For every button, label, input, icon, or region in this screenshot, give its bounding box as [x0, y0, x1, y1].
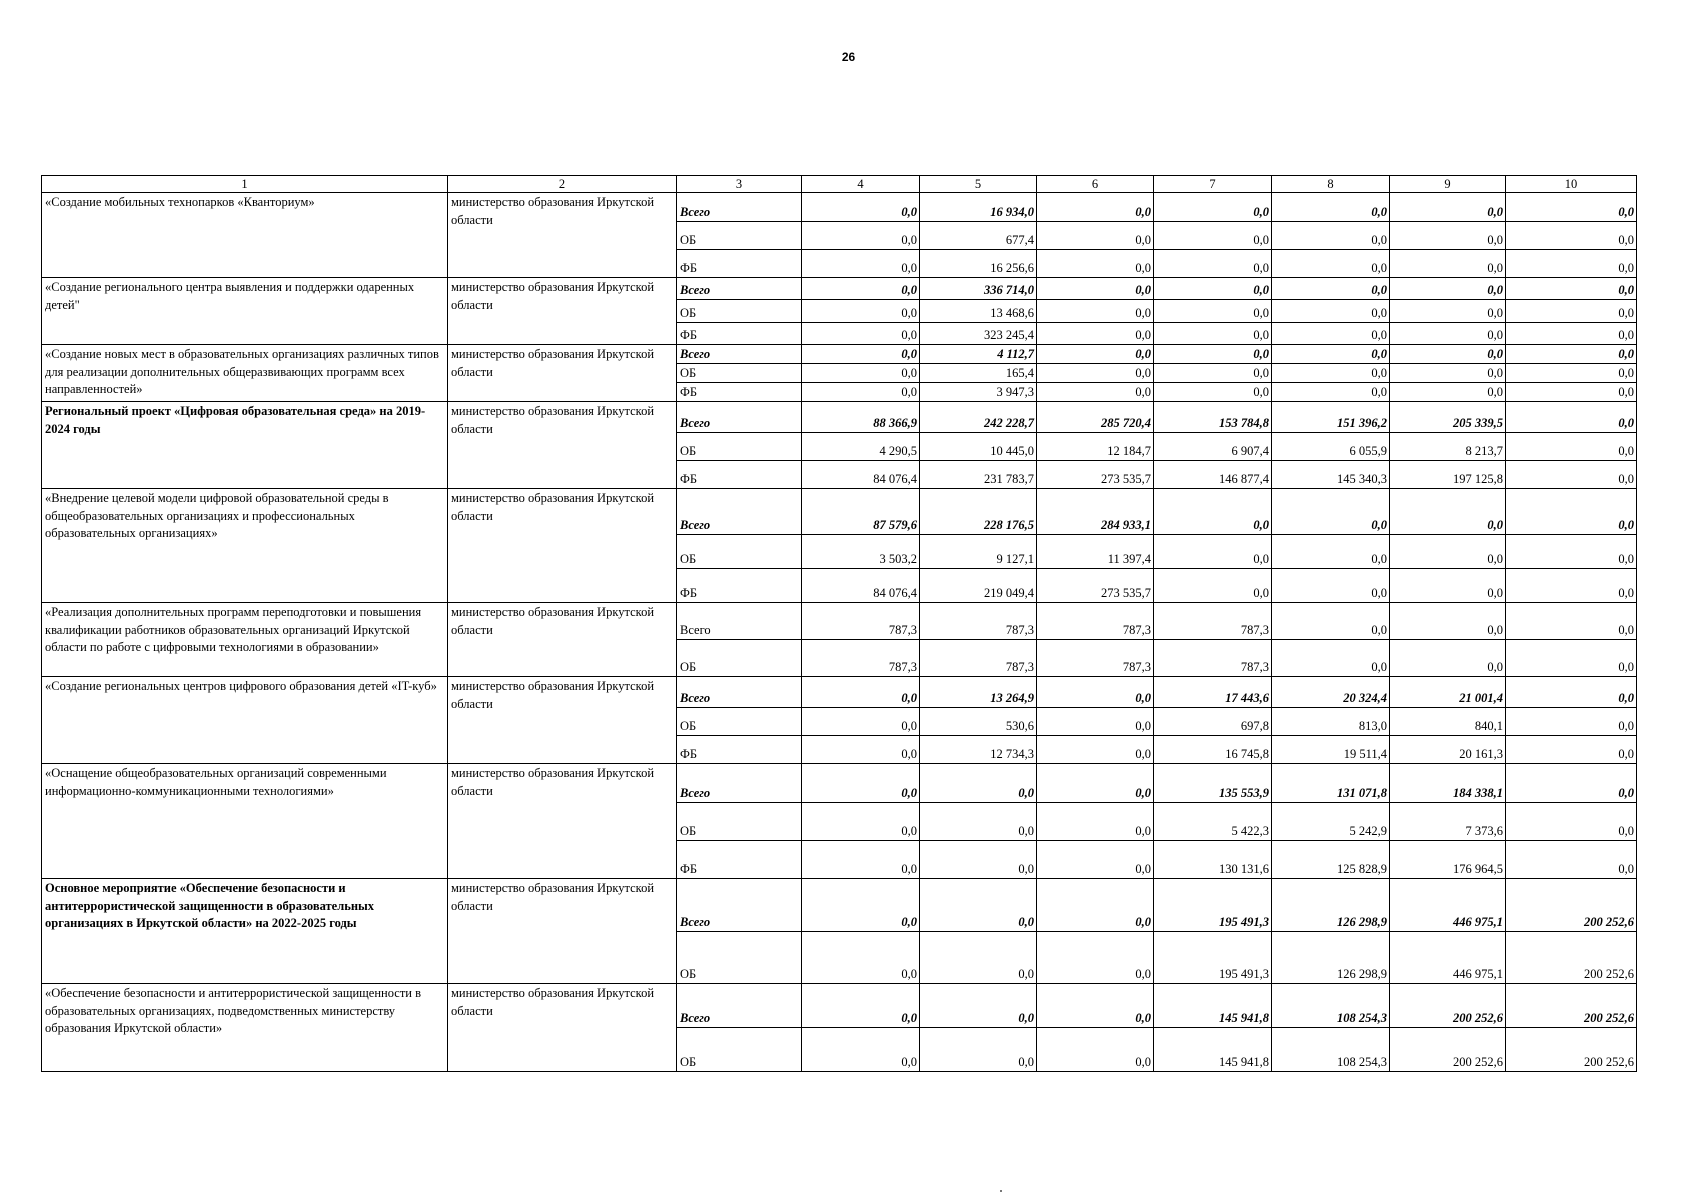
funding-source-cell: ФБ — [677, 250, 802, 278]
amount-cell: 6 907,4 — [1154, 433, 1272, 461]
funding-source-cell: Всего — [677, 193, 802, 222]
amount-cell: 0,0 — [1272, 300, 1390, 323]
amount-cell: 0,0 — [1506, 841, 1637, 879]
amount-cell: 840,1 — [1390, 708, 1506, 736]
amount-cell: 0,0 — [802, 932, 920, 984]
amount-cell: 0,0 — [1272, 535, 1390, 569]
amount-cell: 697,8 — [1154, 708, 1272, 736]
amount-cell: 0,0 — [920, 879, 1037, 932]
activity-name-cell: «Обеспечение безопасности и антитеррористической защищенности в образовательных организациях, подведомственных министерству образования Иркутской области» — [42, 984, 448, 1072]
amount-cell: 126 298,9 — [1272, 932, 1390, 984]
column-number-8: 8 — [1272, 176, 1390, 193]
amount-cell: 0,0 — [1390, 364, 1506, 383]
amount-cell: 0,0 — [1154, 250, 1272, 278]
amount-cell: 0,0 — [1506, 461, 1637, 489]
amount-cell: 20 324,4 — [1272, 677, 1390, 708]
table-row — [42, 278, 1637, 300]
amount-cell: 0,0 — [802, 193, 920, 222]
amount-cell: 0,0 — [802, 345, 920, 364]
amount-cell: 0,0 — [1506, 803, 1637, 841]
activity-name-cell: «Реализация дополнительных программ переподготовки и повышения квалификации работников образовательных организаций Иркутской области по работе с цифровыми технологиями в образовании» — [42, 603, 448, 677]
column-number-5: 5 — [920, 176, 1037, 193]
amount-cell: 0,0 — [1390, 222, 1506, 250]
funding-source-cell: ФБ — [677, 323, 802, 345]
funding-source-cell: ФБ — [677, 461, 802, 489]
amount-cell: 787,3 — [920, 640, 1037, 677]
amount-cell: 0,0 — [920, 984, 1037, 1028]
funding-source-cell: ОБ — [677, 300, 802, 323]
amount-cell: 130 131,6 — [1154, 841, 1272, 879]
amount-cell: 205 339,5 — [1390, 402, 1506, 433]
amount-cell: 200 252,6 — [1506, 932, 1637, 984]
amount-cell: 0,0 — [1154, 364, 1272, 383]
amount-cell: 0,0 — [1506, 677, 1637, 708]
funding-source-cell: Всего — [677, 984, 802, 1028]
funding-source-cell: ОБ — [677, 932, 802, 984]
amount-cell: 0,0 — [1506, 323, 1637, 345]
amount-cell: 84 076,4 — [802, 569, 920, 603]
activity-name-cell: «Создание регионального центра выявления и поддержки одаренных детей" — [42, 278, 448, 345]
funding-source-cell: Всего — [677, 879, 802, 932]
column-number-2: 2 — [448, 176, 677, 193]
funding-source-cell: Всего — [677, 278, 802, 300]
amount-cell: 200 252,6 — [1506, 984, 1637, 1028]
amount-cell: 0,0 — [1154, 193, 1272, 222]
column-number-3: 3 — [677, 176, 802, 193]
amount-cell: 0,0 — [1154, 278, 1272, 300]
amount-cell: 0,0 — [1154, 222, 1272, 250]
amount-cell: 0,0 — [1272, 222, 1390, 250]
amount-cell: 165,4 — [920, 364, 1037, 383]
funding-source-cell: ОБ — [677, 535, 802, 569]
funding-source-cell: Всего — [677, 402, 802, 433]
amount-cell: 0,0 — [1037, 708, 1154, 736]
amount-cell: 273 535,7 — [1037, 461, 1154, 489]
amount-cell: 0,0 — [1272, 603, 1390, 640]
amount-cell: 145 941,8 — [1154, 1028, 1272, 1072]
amount-cell: 0,0 — [1154, 489, 1272, 535]
amount-cell: 12 734,3 — [920, 736, 1037, 764]
amount-cell: 0,0 — [1506, 300, 1637, 323]
amount-cell: 3 503,2 — [802, 535, 920, 569]
amount-cell: 13 264,9 — [920, 677, 1037, 708]
amount-cell: 0,0 — [1272, 250, 1390, 278]
amount-cell: 0,0 — [1154, 383, 1272, 402]
amount-cell: 0,0 — [1037, 841, 1154, 879]
amount-cell: 0,0 — [1037, 345, 1154, 364]
amount-cell: 0,0 — [1272, 569, 1390, 603]
responsible-executor-cell: министерство образования Иркутской области — [448, 879, 677, 984]
activity-name-cell: «Создание региональных центров цифрового образования детей «IT-куб» — [42, 677, 448, 764]
amount-cell: 0,0 — [1037, 364, 1154, 383]
amount-cell: 0,0 — [802, 278, 920, 300]
amount-cell: 0,0 — [802, 736, 920, 764]
amount-cell: 0,0 — [1506, 764, 1637, 803]
amount-cell: 0,0 — [1154, 323, 1272, 345]
amount-cell: 200 252,6 — [1506, 1028, 1637, 1072]
amount-cell: 0,0 — [1037, 879, 1154, 932]
amount-cell: 200 252,6 — [1390, 1028, 1506, 1072]
amount-cell: 0,0 — [1390, 383, 1506, 402]
amount-cell: 0,0 — [1037, 383, 1154, 402]
funding-source-cell: ФБ — [677, 841, 802, 879]
amount-cell: 9 127,1 — [920, 535, 1037, 569]
table-row — [42, 879, 1637, 932]
amount-cell: 0,0 — [1272, 383, 1390, 402]
amount-cell: 0,0 — [1037, 932, 1154, 984]
funding-source-cell: ФБ — [677, 736, 802, 764]
funding-source-cell: ОБ — [677, 433, 802, 461]
amount-cell: 787,3 — [802, 603, 920, 640]
activity-name-cell: «Оснащение общеобразовательных организаций современными информационно-коммуникационными технологиями» — [42, 764, 448, 879]
amount-cell: 0,0 — [920, 932, 1037, 984]
amount-cell: 677,4 — [920, 222, 1037, 250]
funding-source-cell: ФБ — [677, 383, 802, 402]
amount-cell: 0,0 — [1390, 603, 1506, 640]
amount-cell: 0,0 — [1272, 489, 1390, 535]
amount-cell: 787,3 — [1037, 603, 1154, 640]
amount-cell: 0,0 — [1037, 278, 1154, 300]
amount-cell: 0,0 — [1272, 193, 1390, 222]
amount-cell: 0,0 — [1390, 300, 1506, 323]
amount-cell: 5 422,3 — [1154, 803, 1272, 841]
page-number: 26 — [841, 50, 856, 64]
amount-cell: 0,0 — [802, 708, 920, 736]
amount-cell: 0,0 — [1154, 535, 1272, 569]
amount-cell: 19 511,4 — [1272, 736, 1390, 764]
amount-cell: 0,0 — [1272, 323, 1390, 345]
amount-cell: 0,0 — [920, 764, 1037, 803]
amount-cell: 273 535,7 — [1037, 569, 1154, 603]
responsible-executor-cell: министерство образования Иркутской области — [448, 677, 677, 764]
responsible-executor-cell: министерство образования Иркутской области — [448, 278, 677, 345]
amount-cell: 108 254,3 — [1272, 1028, 1390, 1072]
amount-cell: 0,0 — [1506, 433, 1637, 461]
amount-cell: 0,0 — [1506, 345, 1637, 364]
amount-cell: 126 298,9 — [1272, 879, 1390, 932]
funding-source-cell: ОБ — [677, 640, 802, 677]
amount-cell: 0,0 — [1506, 250, 1637, 278]
amount-cell: 0,0 — [802, 841, 920, 879]
responsible-executor-cell: министерство образования Иркутской области — [448, 489, 677, 603]
amount-cell: 0,0 — [1390, 323, 1506, 345]
amount-cell: 0,0 — [1390, 569, 1506, 603]
table-row — [42, 764, 1637, 803]
amount-cell: 176 964,5 — [1390, 841, 1506, 879]
table-row — [42, 193, 1637, 222]
amount-cell: 0,0 — [802, 383, 920, 402]
amount-cell: 446 975,1 — [1390, 879, 1506, 932]
column-number-header-row — [42, 176, 1637, 193]
amount-cell: 200 252,6 — [1506, 879, 1637, 932]
amount-cell: 0,0 — [1037, 250, 1154, 278]
amount-cell: 0,0 — [1154, 300, 1272, 323]
amount-cell: 285 720,4 — [1037, 402, 1154, 433]
table-row — [42, 984, 1637, 1028]
amount-cell: 21 001,4 — [1390, 677, 1506, 708]
amount-cell: 813,0 — [1272, 708, 1390, 736]
amount-cell: 228 176,5 — [920, 489, 1037, 535]
amount-cell: 0,0 — [1506, 569, 1637, 603]
amount-cell: 242 228,7 — [920, 402, 1037, 433]
funding-source-cell: Всего — [677, 489, 802, 535]
amount-cell: 0,0 — [1506, 383, 1637, 402]
amount-cell: 200 252,6 — [1390, 984, 1506, 1028]
funding-source-cell: Всего — [677, 764, 802, 803]
amount-cell: 3 947,3 — [920, 383, 1037, 402]
amount-cell: 0,0 — [802, 1028, 920, 1072]
funding-source-cell: ОБ — [677, 1028, 802, 1072]
amount-cell: 0,0 — [802, 300, 920, 323]
amount-cell: 0,0 — [802, 764, 920, 803]
amount-cell: 10 445,0 — [920, 433, 1037, 461]
amount-cell: 0,0 — [1506, 736, 1637, 764]
amount-cell: 0,0 — [1037, 222, 1154, 250]
amount-cell: 0,0 — [920, 841, 1037, 879]
amount-cell: 4 290,5 — [802, 433, 920, 461]
responsible-executor-cell: министерство образования Иркутской области — [448, 193, 677, 278]
funding-source-cell: ФБ — [677, 569, 802, 603]
amount-cell: 87 579,6 — [802, 489, 920, 535]
amount-cell: 135 553,9 — [1154, 764, 1272, 803]
amount-cell: 84 076,4 — [802, 461, 920, 489]
responsible-executor-cell: министерство образования Иркутской области — [448, 764, 677, 879]
amount-cell: 787,3 — [1037, 640, 1154, 677]
table-row — [42, 677, 1637, 708]
amount-cell: 0,0 — [802, 984, 920, 1028]
amount-cell: 20 161,3 — [1390, 736, 1506, 764]
amount-cell: 7 373,6 — [1390, 803, 1506, 841]
amount-cell: 195 491,3 — [1154, 879, 1272, 932]
column-number-7: 7 — [1154, 176, 1272, 193]
amount-cell: 336 714,0 — [920, 278, 1037, 300]
amount-cell: 284 933,1 — [1037, 489, 1154, 535]
activity-name-cell: Региональный проект «Цифровая образовательная среда» на 2019-2024 годы — [42, 402, 448, 489]
amount-cell: 0,0 — [802, 364, 920, 383]
amount-cell: 4 112,7 — [920, 345, 1037, 364]
amount-cell: 5 242,9 — [1272, 803, 1390, 841]
amount-cell: 0,0 — [802, 222, 920, 250]
scan-speck — [1000, 1190, 1002, 1192]
amount-cell: 323 245,4 — [920, 323, 1037, 345]
amount-cell: 219 049,4 — [920, 569, 1037, 603]
amount-cell: 0,0 — [1390, 345, 1506, 364]
amount-cell: 108 254,3 — [1272, 984, 1390, 1028]
column-number-6: 6 — [1037, 176, 1154, 193]
amount-cell: 0,0 — [802, 803, 920, 841]
amount-cell: 16 745,8 — [1154, 736, 1272, 764]
amount-cell: 0,0 — [1037, 300, 1154, 323]
funding-source-cell: ОБ — [677, 222, 802, 250]
amount-cell: 0,0 — [802, 323, 920, 345]
amount-cell: 145 941,8 — [1154, 984, 1272, 1028]
amount-cell: 0,0 — [1037, 736, 1154, 764]
column-number-1: 1 — [42, 176, 448, 193]
amount-cell: 0,0 — [1390, 250, 1506, 278]
table-row — [42, 603, 1637, 640]
amount-cell: 197 125,8 — [1390, 461, 1506, 489]
funding-source-cell: ОБ — [677, 708, 802, 736]
amount-cell: 0,0 — [1390, 535, 1506, 569]
amount-cell: 0,0 — [1272, 640, 1390, 677]
amount-cell: 0,0 — [1390, 193, 1506, 222]
funding-source-cell: Всего — [677, 603, 802, 640]
column-number-9: 9 — [1390, 176, 1506, 193]
amount-cell: 8 213,7 — [1390, 433, 1506, 461]
amount-cell: 0,0 — [1037, 193, 1154, 222]
amount-cell: 0,0 — [1272, 345, 1390, 364]
responsible-executor-cell: министерство образования Иркутской области — [448, 345, 677, 402]
activity-name-cell: Основное мероприятие «Обеспечение безопасности и антитеррористической защищенности в образовательных организациях в Иркутской области» на 2022-2025 годы — [42, 879, 448, 984]
amount-cell: 0,0 — [1506, 193, 1637, 222]
funding-source-cell: ОБ — [677, 803, 802, 841]
amount-cell: 6 055,9 — [1272, 433, 1390, 461]
amount-cell: 0,0 — [1390, 640, 1506, 677]
amount-cell: 0,0 — [1506, 222, 1637, 250]
activity-name-cell: «Внедрение целевой модели цифровой образовательной среды в общеобразовательных организациях и профессиональных образовательных организациях» — [42, 489, 448, 603]
amount-cell: 787,3 — [920, 603, 1037, 640]
column-number-10: 10 — [1506, 176, 1637, 193]
amount-cell: 0,0 — [1506, 278, 1637, 300]
amount-cell: 11 397,4 — [1037, 535, 1154, 569]
amount-cell: 0,0 — [1506, 402, 1637, 433]
amount-cell: 0,0 — [1506, 535, 1637, 569]
amount-cell: 0,0 — [1037, 984, 1154, 1028]
responsible-executor-cell: министерство образования Иркутской области — [448, 603, 677, 677]
amount-cell: 0,0 — [920, 1028, 1037, 1072]
funding-source-cell: Всего — [677, 345, 802, 364]
amount-cell: 0,0 — [1037, 803, 1154, 841]
amount-cell: 13 468,6 — [920, 300, 1037, 323]
responsible-executor-cell: министерство образования Иркутской области — [448, 984, 677, 1072]
amount-cell: 184 338,1 — [1390, 764, 1506, 803]
amount-cell: 530,6 — [920, 708, 1037, 736]
amount-cell: 0,0 — [1390, 489, 1506, 535]
amount-cell: 0,0 — [802, 250, 920, 278]
amount-cell: 0,0 — [1506, 489, 1637, 535]
amount-cell: 787,3 — [1154, 603, 1272, 640]
amount-cell: 787,3 — [802, 640, 920, 677]
activity-name-cell: «Создание новых мест в образовательных организациях различных типов для реализации дополнительных общеразвивающих программ всех направленностей» — [42, 345, 448, 402]
amount-cell: 0,0 — [802, 879, 920, 932]
amount-cell: 0,0 — [920, 803, 1037, 841]
amount-cell: 153 784,8 — [1154, 402, 1272, 433]
amount-cell: 0,0 — [1154, 345, 1272, 364]
table-row — [42, 345, 1637, 364]
funding-source-cell: Всего — [677, 677, 802, 708]
table-row — [42, 489, 1637, 535]
amount-cell: 195 491,3 — [1154, 932, 1272, 984]
amount-cell: 146 877,4 — [1154, 461, 1272, 489]
amount-cell: 16 934,0 — [920, 193, 1037, 222]
amount-cell: 0,0 — [802, 677, 920, 708]
amount-cell: 0,0 — [1506, 708, 1637, 736]
amount-cell: 0,0 — [1506, 640, 1637, 677]
amount-cell: 0,0 — [1154, 569, 1272, 603]
amount-cell: 446 975,1 — [1390, 932, 1506, 984]
amount-cell: 787,3 — [1154, 640, 1272, 677]
table-row — [42, 402, 1637, 433]
amount-cell: 231 783,7 — [920, 461, 1037, 489]
amount-cell: 125 828,9 — [1272, 841, 1390, 879]
amount-cell: 88 366,9 — [802, 402, 920, 433]
amount-cell: 0,0 — [1390, 278, 1506, 300]
activity-name-cell: «Создание мобильных технопарков «Кванториум» — [42, 193, 448, 278]
column-number-4: 4 — [802, 176, 920, 193]
amount-cell: 0,0 — [1272, 278, 1390, 300]
funding-source-cell: ОБ — [677, 364, 802, 383]
amount-cell: 12 184,7 — [1037, 433, 1154, 461]
amount-cell: 151 396,2 — [1272, 402, 1390, 433]
amount-cell: 0,0 — [1506, 603, 1637, 640]
amount-cell: 16 256,6 — [920, 250, 1037, 278]
amount-cell: 0,0 — [1037, 1028, 1154, 1072]
amount-cell: 131 071,8 — [1272, 764, 1390, 803]
amount-cell: 145 340,3 — [1272, 461, 1390, 489]
amount-cell: 0,0 — [1506, 364, 1637, 383]
amount-cell: 0,0 — [1272, 364, 1390, 383]
amount-cell: 0,0 — [1037, 677, 1154, 708]
amount-cell: 17 443,6 — [1154, 677, 1272, 708]
amount-cell: 0,0 — [1037, 764, 1154, 803]
amount-cell: 0,0 — [1037, 323, 1154, 345]
responsible-executor-cell: министерство образования Иркутской области — [448, 402, 677, 489]
budget-table — [41, 175, 1637, 1072]
